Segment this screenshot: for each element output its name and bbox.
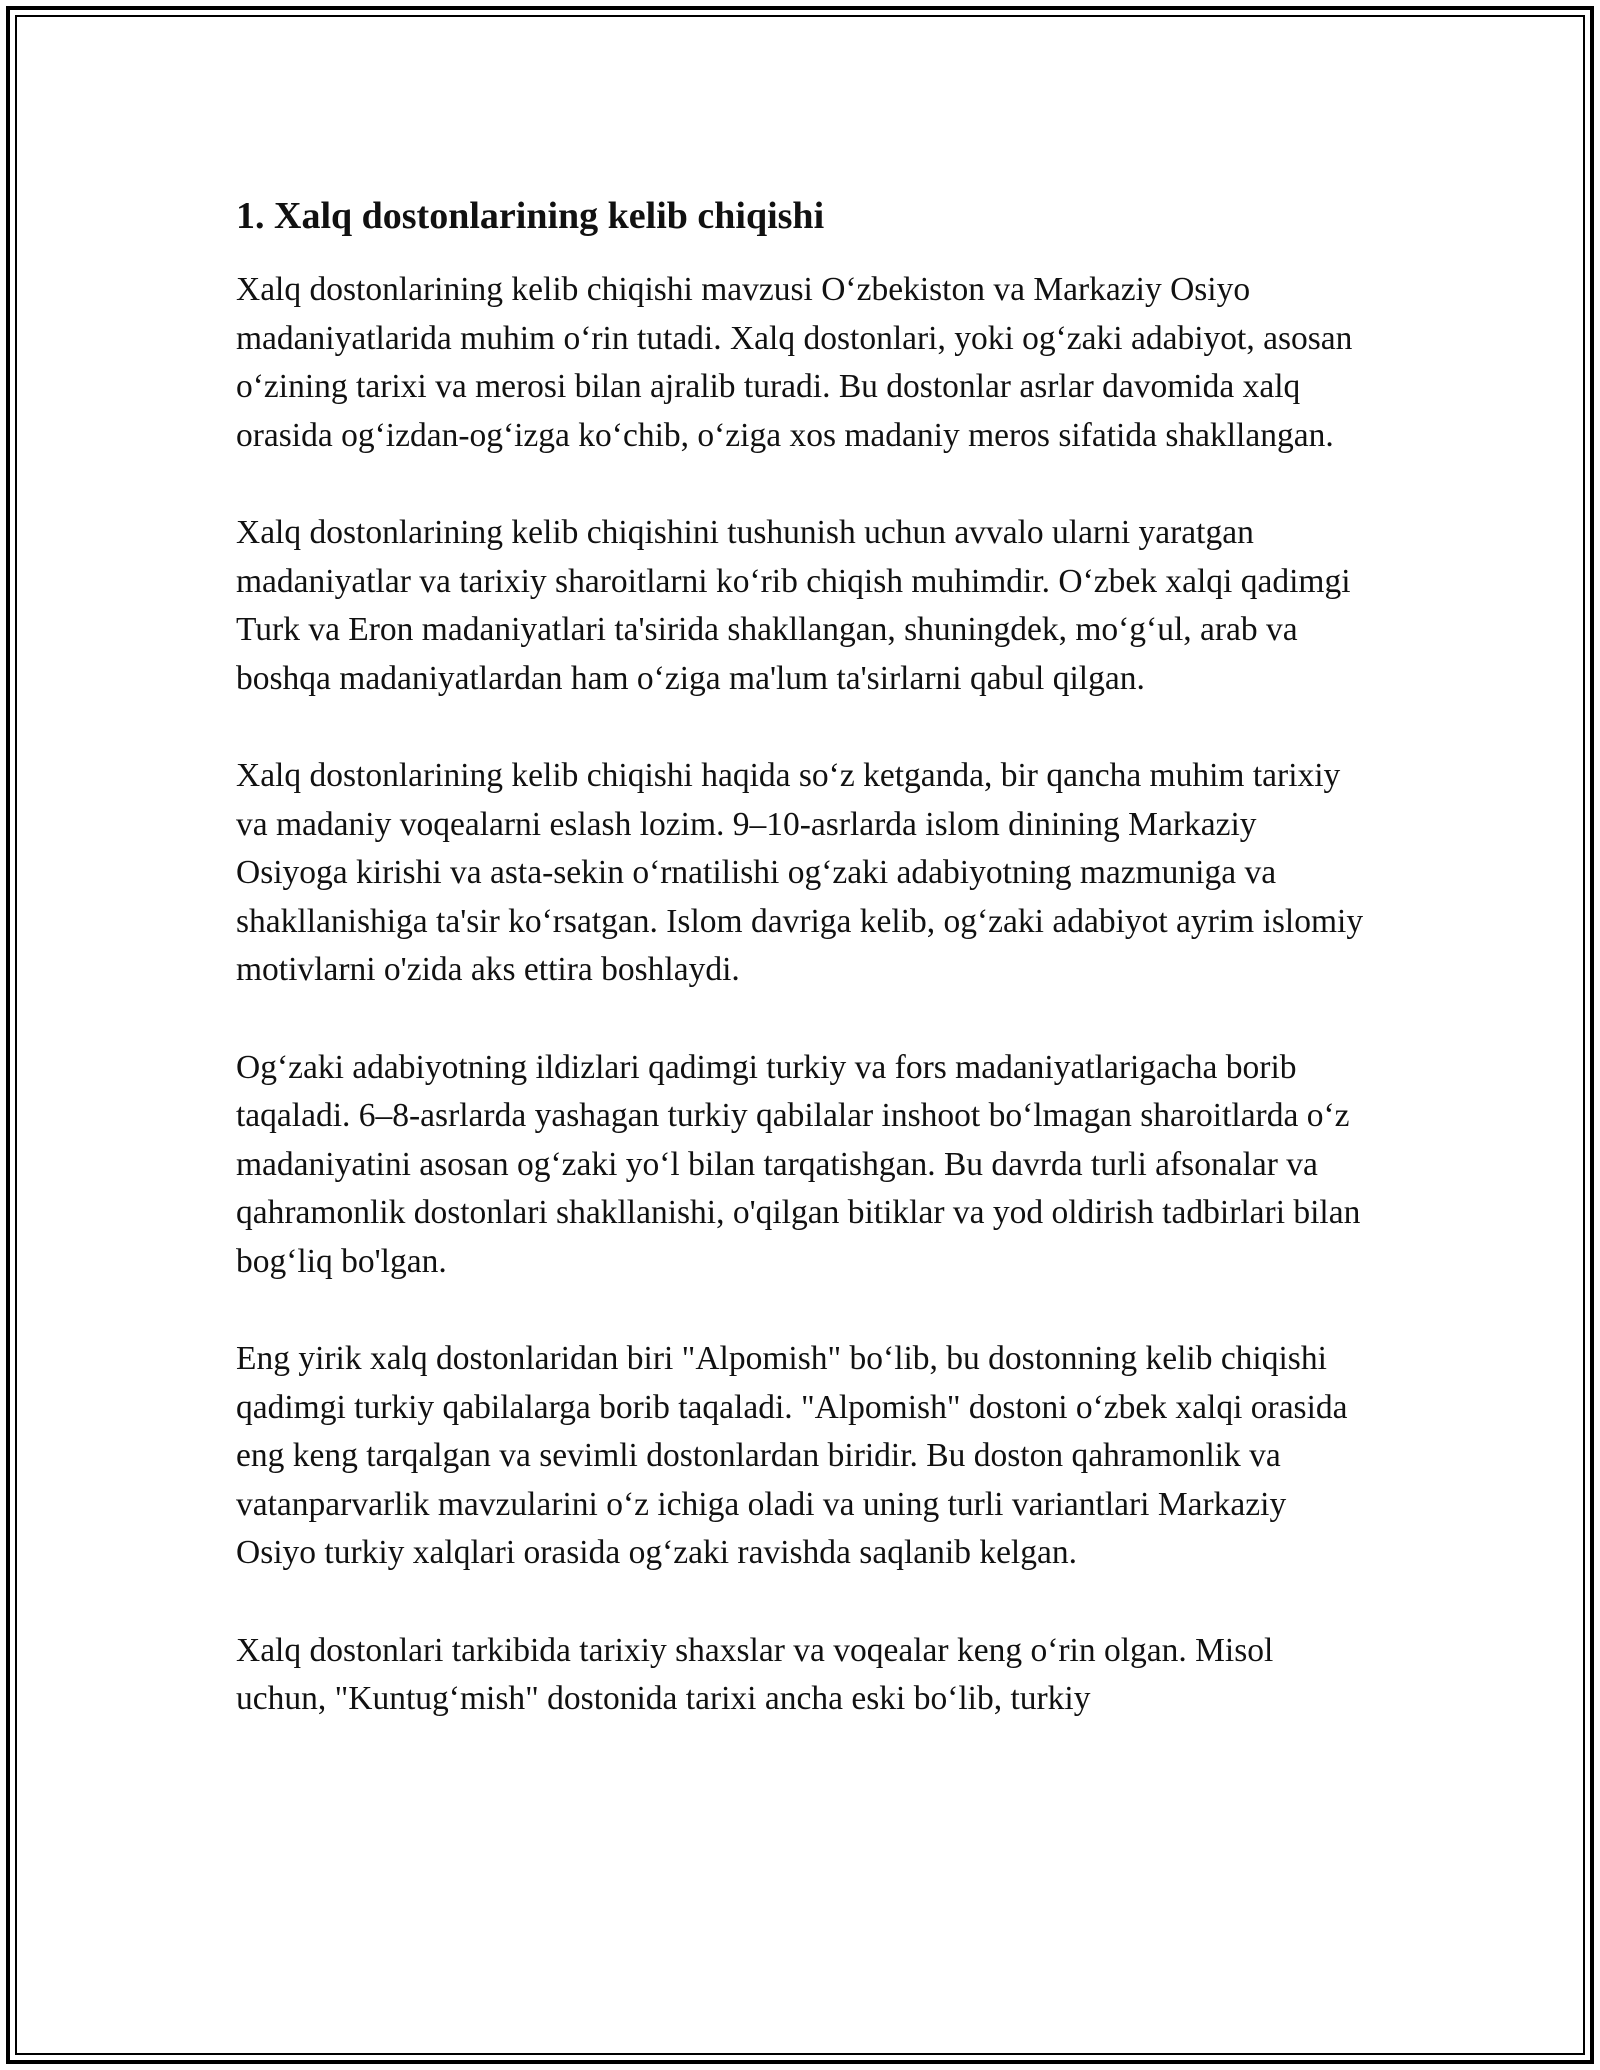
paragraph-4: Og‘zaki adabiyotning ildizlari qadimgi turkiy va fors madaniyatlarigacha borib taqaladi. 6–8-asrlarda yashagan turkiy qabilalar inshoot bo‘lmagan sharoitlarda o‘z madaniyatini asosan og‘zaki yo‘l bilan tarqatishgan. Bu davrda turli afsonalar va qahramonlik dostonlari shakllanishi, o'qilgan bitiklar va yod oldirish tadbirlari bilan bog‘liq bo'lgan. [236, 1048, 1361, 1280]
section-heading: 1. Xalq dostonlarining kelib chiqishi [236, 195, 825, 237]
paragraph-1: Xalq dostonlarining kelib chiqishi mavzusi O‘zbekiston va Markaziy Osiyo madaniyatlarida muhim o‘rin tutadi. Xalq dostonlari, yoki og‘zaki adabiyot, asosan o‘zining tarixi va merosi bilan ajralib turadi. Bu dostonlar asrlar davomida xalq orasida og‘izdan-og‘izga ko‘chib, o‘ziga xos madaniy meros sifatida shakllangan. [236, 271, 1353, 454]
paragraph-6: Xalq dostonlari tarkibida tarixiy shaxslar va voqealar keng o‘rin olgan. Misol uchun, "Kuntug‘mish" dostonida tarixi ancha eski bo‘lib, turkiy [236, 1631, 1274, 1717]
paragraph-2: Xalq dostonlarining kelib chiqishini tushunish uchun avvalo ularni yaratgan madaniyatlar va tarixiy sharoitlarni ko‘rib chiqish muhimdir. O‘zbek xalqi qadimgi Turk va Eron madaniyatlari ta'sirida shakllangan, shuningdek, mo‘g‘ul, arab va boshqa madaniyatlardan ham o‘ziga ma'lum ta'sirlarni qabul qilgan. [236, 514, 1351, 697]
paragraph-5: Eng yirik xalq dostonlaridan biri "Alpomish" bo‘lib, bu dostonning kelib chiqishi qadimgi turkiy qabilalarga borib taqaladi. "Alpomish" dostoni o‘zbek xalqi orasida eng keng tarqalgan va sevimli dostonlardan biridir. Bu doston qahramonlik va vatanparvarlik mavzularini o‘z ichiga oladi va uning turli variantlari Markaziy Osiyo turkiy xalqlari orasida og‘zaki ravishda saqlanib kelgan. [236, 1340, 1348, 1571]
document-body [236, 188, 1366, 1773]
paragraph-3: Xalq dostonlarining kelib chiqishi haqida so‘z ketganda, bir qancha muhim tarixiy va madaniy voqealarni eslash lozim. 9–10-asrlarda islom dinining Markaziy Osiyoga kirishi va asta-sekin o‘rnatilishi og‘zaki adabiyotning mazmuniga va shakllanishiga ta'sir ko‘rsatgan. Islom davriga kelib, og‘zaki adabiyot ayrim islomiy motivlarni o'zida aks ettira boshlaydi. [236, 757, 1364, 988]
